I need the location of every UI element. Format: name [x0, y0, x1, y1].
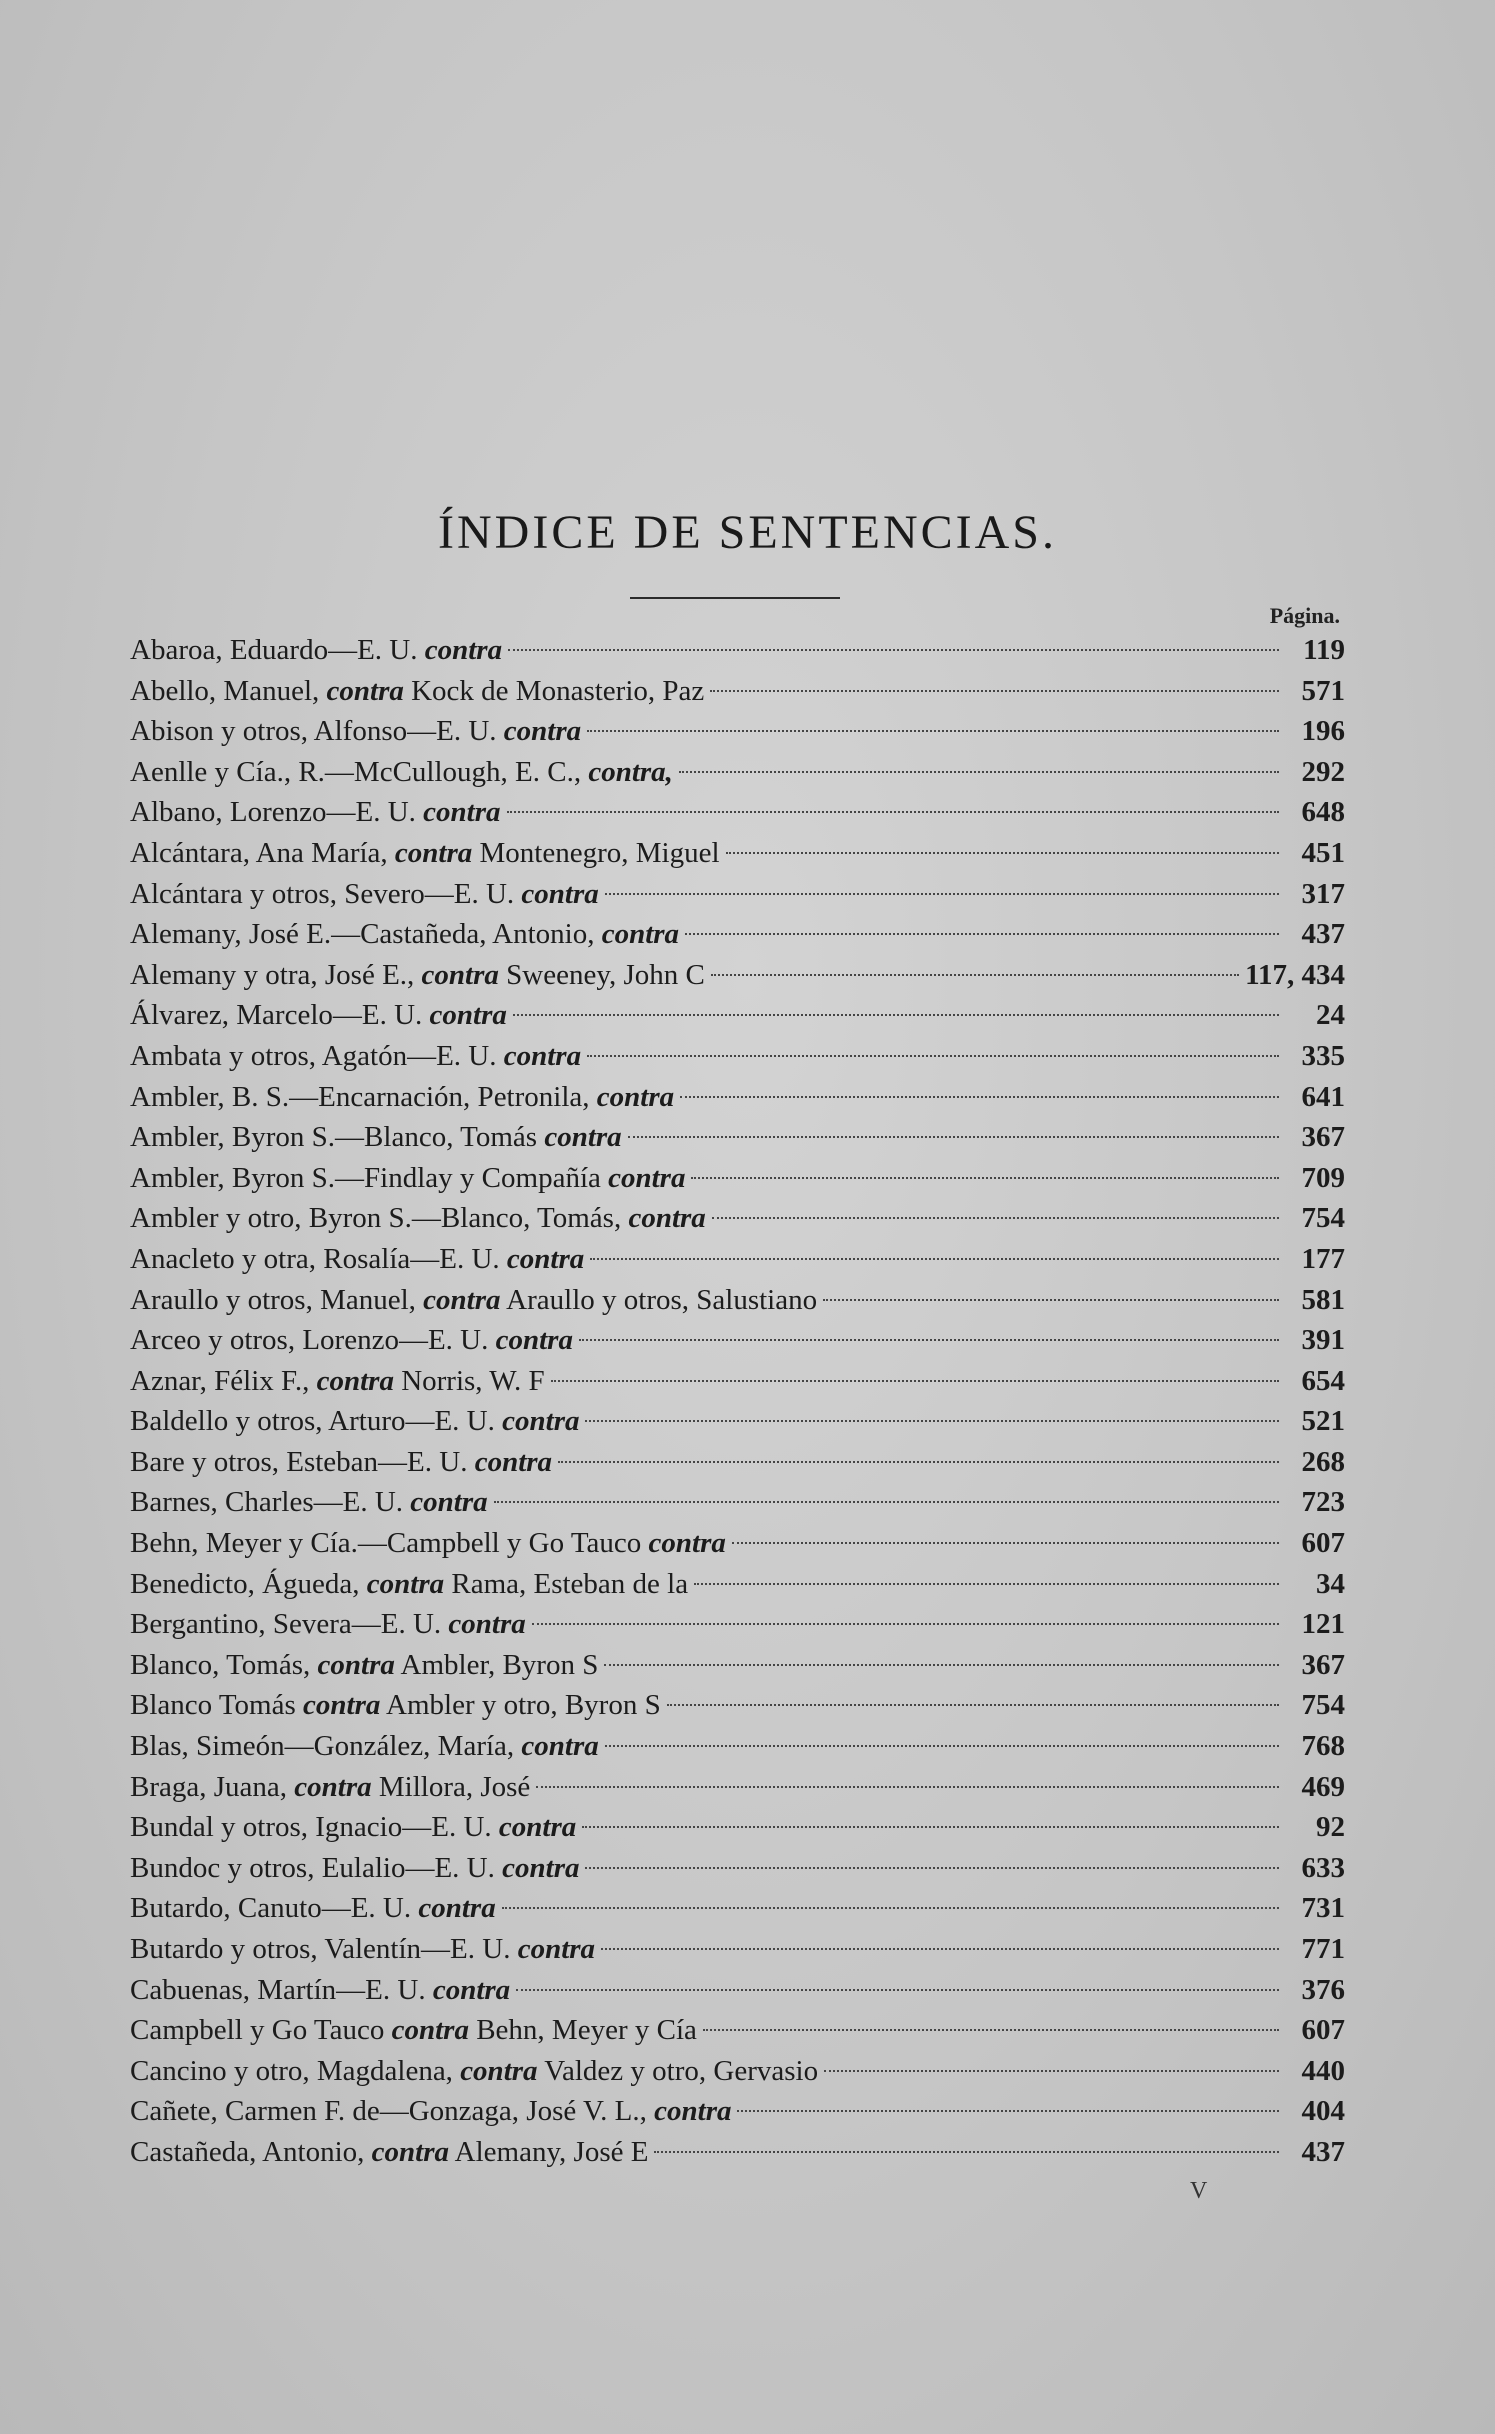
index-entry — [130, 1645, 1345, 1686]
dot-leader — [680, 1096, 1279, 1098]
dot-leader — [605, 1745, 1279, 1747]
index-entry — [130, 914, 1345, 955]
entry-opponent: Kock de Monasterio, Paz — [411, 674, 705, 707]
index-entry — [130, 2091, 1345, 2132]
index-entry — [130, 1482, 1345, 1523]
entry-page-number: 641 — [1301, 1080, 1345, 1113]
dot-leader — [711, 974, 1239, 976]
entry-opponent: Rama, Esteban de la — [451, 1567, 689, 1600]
entry-text — [130, 1158, 685, 1199]
dot-leader — [824, 2070, 1279, 2072]
entry-contra: contra — [366, 1567, 445, 1600]
index-entry — [130, 1036, 1345, 1077]
dot-leader — [667, 1704, 1279, 1706]
entry-name: Blas, Simeón—González, María, — [130, 1730, 515, 1763]
entry-page-number: 571 — [1301, 674, 1345, 707]
entry-page-number: 367 — [1301, 1648, 1345, 1681]
dot-leader — [737, 2110, 1279, 2112]
entry-opponent: Ambler, Byron S — [400, 1648, 599, 1681]
entry-name: Barnes, Charles—E. U. — [130, 1486, 404, 1519]
entry-opponent: Behn, Meyer y Cía — [476, 2014, 697, 2047]
entry-contra: contra — [502, 1405, 580, 1438]
entry-text — [130, 1361, 545, 1402]
entry-page-number: 440 — [1301, 2054, 1345, 2087]
entry-contra: contra — [316, 1364, 394, 1397]
entry-text — [130, 1726, 599, 1767]
entry-text — [130, 671, 704, 712]
entry-text — [130, 1645, 598, 1686]
entry-name: Campbell y Go Tauco — [130, 2014, 385, 2047]
dot-leader — [710, 690, 1279, 692]
index-entry — [130, 955, 1345, 996]
entry-page-number: 391 — [1301, 1324, 1345, 1357]
entry-page-number: 731 — [1301, 1892, 1345, 1925]
entry-name: Alemany y otra, José E., — [130, 958, 415, 991]
entry-name: Albano, Lorenzo—E. U. — [130, 796, 416, 829]
entry-name: Ambler, B. S.—Encarnación, Petronila, — [130, 1080, 590, 1113]
dot-leader — [551, 1380, 1279, 1382]
dot-leader — [587, 730, 1279, 732]
entry-text — [130, 955, 705, 996]
index-entry — [130, 995, 1345, 1036]
dot-leader — [694, 1583, 1279, 1585]
entry-contra: contra — [326, 674, 404, 707]
entry-name: Behn, Meyer y Cía.—Campbell y Go Tauco — [130, 1527, 642, 1560]
index-entry — [130, 1564, 1345, 1605]
entry-page-number: 92 — [1316, 1811, 1345, 1844]
index-entry — [130, 2010, 1345, 2051]
index-entry — [130, 792, 1345, 833]
index-entry — [130, 1280, 1345, 1321]
title-rule — [630, 597, 840, 599]
index-entry — [130, 1848, 1345, 1889]
entry-text — [130, 1036, 581, 1077]
entry-text — [130, 1848, 579, 1889]
entry-name: Ambata y otros, Agatón—E. U. — [130, 1039, 497, 1072]
entry-name: Araullo y otros, Manuel, — [130, 1283, 416, 1316]
index-entry — [130, 874, 1345, 915]
index-entry — [130, 1807, 1345, 1848]
entry-name: Abaroa, Eduardo—E. U. — [130, 634, 418, 666]
entry-page-number: 768 — [1301, 1730, 1345, 1763]
index-entry — [130, 1077, 1345, 1118]
entry-contra: contra — [460, 2054, 538, 2087]
entry-contra: contra — [654, 2095, 732, 2128]
dot-leader — [691, 1177, 1279, 1179]
entry-page-number: 24 — [1316, 999, 1345, 1032]
entry-name: Bare y otros, Esteban—E. U. — [130, 1445, 468, 1478]
index-entry — [130, 1685, 1345, 1726]
dot-leader — [590, 1258, 1279, 1260]
entry-text — [130, 914, 679, 955]
entry-contra: contra — [429, 999, 507, 1032]
entry-text — [130, 1239, 584, 1280]
entry-contra: contra — [317, 1648, 395, 1681]
dot-leader — [532, 1623, 1279, 1625]
index-entry — [130, 2132, 1345, 2173]
entry-page-number: 268 — [1301, 1445, 1345, 1478]
entry-contra: contra — [448, 1608, 526, 1641]
dot-leader — [508, 649, 1279, 651]
entry-contra: contra — [394, 836, 473, 869]
index-entry — [130, 671, 1345, 712]
dot-leader — [823, 1299, 1279, 1301]
entry-contra: contra — [421, 958, 499, 991]
entry-name: Arceo y otros, Lorenzo—E. U. — [130, 1324, 489, 1357]
entry-contra: contra — [474, 1445, 553, 1478]
entry-contra: contra — [391, 2014, 469, 2047]
entry-name: Álvarez, Marcelo—E. U. — [130, 999, 423, 1032]
entry-text — [130, 995, 507, 1036]
index-entry — [130, 1442, 1345, 1483]
entry-contra: contra — [596, 1080, 675, 1113]
entry-page-number: 437 — [1301, 2135, 1345, 2168]
entry-contra: contra — [502, 1851, 580, 1884]
entry-contra: contra, — [588, 755, 673, 788]
entry-contra: contra — [432, 1973, 511, 2006]
index-entry — [130, 1888, 1345, 1929]
entry-page-number: 771 — [1301, 1933, 1345, 1965]
entry-name: Cañete, Carmen F. de—Gonzaga, José V. L., — [130, 2095, 647, 2128]
index-entries — [130, 630, 1345, 2173]
page-column-header: Página. — [1269, 603, 1340, 628]
entry-text — [130, 1320, 573, 1361]
entry-page-number: 723 — [1301, 1486, 1345, 1519]
entry-opponent: Araullo y otros, Salustiano — [506, 1283, 818, 1316]
dot-leader — [585, 1420, 1279, 1422]
entry-name: Cabuenas, Martín—E. U. — [130, 1973, 426, 2006]
entry-contra: contra — [418, 1892, 496, 1925]
index-entry — [130, 1320, 1345, 1361]
entry-contra: contra — [506, 1242, 585, 1275]
entry-page-number: 404 — [1301, 2095, 1345, 2128]
entry-name: Ambler, Byron S.—Findlay y Compañía — [130, 1161, 601, 1194]
entry-name: Aenlle y Cía., R.—McCullough, E. C., — [130, 755, 582, 788]
index-entry — [130, 752, 1345, 793]
entry-page-number: 121 — [1301, 1608, 1345, 1641]
entry-page-number: 292 — [1301, 755, 1345, 788]
entry-text — [130, 1401, 579, 1442]
dot-leader — [513, 1014, 1279, 1016]
entry-opponent: Sweeney, John C — [506, 958, 705, 991]
dot-leader — [703, 2029, 1279, 2031]
entry-text — [130, 1280, 817, 1321]
entry-page-number: 367 — [1301, 1121, 1345, 1154]
dot-leader — [605, 893, 1279, 895]
entry-contra: contra — [423, 796, 501, 829]
entry-page-number: 376 — [1301, 1973, 1345, 2006]
entry-contra: contra — [503, 715, 582, 748]
entry-page-number: 521 — [1301, 1405, 1345, 1438]
index-entry — [130, 2051, 1345, 2092]
dot-leader — [604, 1664, 1279, 1666]
entry-text — [130, 792, 501, 833]
entry-name: Butardo, Canuto—E. U. — [130, 1892, 412, 1925]
entry-text — [130, 1685, 661, 1726]
dot-leader — [516, 1989, 1279, 1991]
entry-contra: contra — [303, 1689, 381, 1722]
dot-leader — [494, 1501, 1279, 1503]
index-entry — [130, 1239, 1345, 1280]
entry-name: Alemany, José E.—Castañeda, Antonio, — [130, 918, 595, 951]
entry-text — [130, 630, 502, 671]
entry-text — [130, 833, 720, 874]
entry-page-number: 648 — [1301, 796, 1345, 829]
dot-leader — [726, 852, 1279, 854]
index-entry — [130, 833, 1345, 874]
index-entry — [130, 1117, 1345, 1158]
entry-page-number: 196 — [1301, 715, 1345, 748]
entry-name: Ambler, Byron S.—Blanco, Tomás — [130, 1121, 538, 1154]
entry-name: Abello, Manuel, — [130, 674, 320, 707]
entry-contra: contra — [424, 634, 503, 666]
entry-text — [130, 1523, 726, 1564]
entry-page-number: 177 — [1301, 1242, 1345, 1275]
entry-text — [130, 1929, 595, 1970]
entry-text — [130, 1604, 526, 1645]
entry-page-number: 754 — [1301, 1689, 1345, 1722]
entry-page-number: 581 — [1301, 1283, 1345, 1316]
index-entry — [130, 1523, 1345, 1564]
entry-contra: contra — [521, 877, 599, 910]
entry-name: Alcántara y otros, Severo—E. U. — [130, 877, 515, 910]
entry-name: Butardo y otros, Valentín—E. U. — [130, 1933, 511, 1965]
dot-leader — [536, 1786, 1279, 1788]
entry-contra: contra — [503, 1039, 582, 1072]
dot-leader — [601, 1948, 1279, 1950]
entry-contra: contra — [517, 1933, 596, 1965]
entry-page-number: 119 — [1303, 634, 1345, 666]
entry-name: Alcántara, Ana María, — [130, 836, 388, 869]
dot-leader — [685, 933, 1279, 935]
entry-page-number: 754 — [1301, 1202, 1345, 1235]
entry-text — [130, 711, 581, 752]
entry-name: Benedicto, Águeda, — [130, 1567, 360, 1600]
index-entry — [130, 711, 1345, 752]
entry-name: Aznar, Félix F., — [130, 1364, 310, 1397]
dot-leader — [558, 1461, 1279, 1463]
entry-contra: contra — [648, 1527, 726, 1560]
entry-name: Anacleto y otra, Rosalía—E. U. — [130, 1242, 500, 1275]
entry-name: Braga, Juana, — [130, 1770, 288, 1803]
index-entry — [130, 1929, 1345, 1970]
entry-text — [130, 1767, 530, 1808]
entry-name: Blanco Tomás — [130, 1689, 296, 1722]
entry-text — [130, 2091, 731, 2132]
dot-leader — [507, 811, 1280, 813]
entry-contra: contra — [371, 2135, 449, 2168]
entry-page-number: 709 — [1301, 1161, 1345, 1194]
entry-text — [130, 1198, 706, 1239]
index-entry — [130, 630, 1345, 671]
entry-page-number: 34 — [1316, 1567, 1345, 1600]
entry-text — [130, 752, 673, 793]
entry-contra: contra — [544, 1121, 622, 1154]
entry-text — [130, 1117, 622, 1158]
entry-text — [130, 1970, 510, 2011]
entry-name: Abison y otros, Alfonso—E. U. — [130, 715, 497, 748]
index-entry — [130, 1726, 1345, 1767]
entry-text — [130, 1482, 488, 1523]
dot-leader — [628, 1136, 1279, 1138]
entry-contra: contra — [294, 1770, 372, 1803]
entry-page-number: 317 — [1301, 877, 1345, 910]
index-entry — [130, 1158, 1345, 1199]
entry-name: Bundoc y otros, Eulalio—E. U. — [130, 1851, 495, 1884]
entry-contra: contra — [521, 1730, 599, 1763]
index-entry — [130, 1401, 1345, 1442]
entry-text — [130, 2132, 648, 2173]
entry-text — [130, 1807, 576, 1848]
entry-contra: contra — [608, 1161, 686, 1194]
entry-text — [130, 874, 599, 915]
folio-number: V — [1190, 2178, 1208, 2204]
dot-leader — [502, 1907, 1279, 1909]
entry-page-number: 117, 434 — [1245, 958, 1345, 991]
entry-page-number: 469 — [1301, 1770, 1345, 1803]
dot-leader — [579, 1339, 1279, 1341]
entry-opponent: Valdez y otro, Gervasio — [544, 2054, 819, 2087]
dot-leader — [732, 1542, 1279, 1544]
entry-contra: contra — [495, 1324, 573, 1357]
dot-leader — [582, 1826, 1279, 1828]
entry-name: Blanco, Tomás, — [130, 1648, 311, 1681]
entry-text — [130, 1564, 688, 1605]
page-title: ÍNDICE DE SENTENCIAS. — [438, 506, 1057, 559]
entry-contra: contra — [498, 1811, 577, 1844]
entry-opponent: Millora, José — [378, 1770, 531, 1803]
dot-leader — [587, 1055, 1279, 1057]
index-entry — [130, 1198, 1345, 1239]
entry-page-number: 335 — [1301, 1039, 1345, 1072]
index-entry — [130, 1767, 1345, 1808]
entry-page-number: 437 — [1301, 918, 1345, 951]
dot-leader — [712, 1217, 1279, 1219]
entry-contra: contra — [628, 1202, 706, 1235]
entry-name: Bundal y otros, Ignacio—E. U. — [130, 1811, 492, 1844]
index-entry — [130, 1604, 1345, 1645]
entry-name: Ambler y otro, Byron S.—Blanco, Tomás, — [130, 1202, 622, 1235]
entry-page-number: 607 — [1301, 1527, 1345, 1560]
entry-text — [130, 2010, 697, 2051]
dot-leader — [585, 1867, 1279, 1869]
entry-page-number: 451 — [1301, 836, 1345, 869]
entry-text — [130, 1442, 552, 1483]
entry-page-number: 633 — [1301, 1851, 1345, 1884]
dot-leader — [654, 2151, 1279, 2153]
index-entry — [130, 1970, 1345, 2011]
entry-page-number: 607 — [1301, 2014, 1345, 2047]
dot-leader — [679, 771, 1279, 773]
entry-opponent: Alemany, José E — [454, 2135, 649, 2168]
entry-name: Bergantino, Severa—E. U. — [130, 1608, 442, 1641]
index-entry — [130, 1361, 1345, 1402]
entry-opponent: Ambler y otro, Byron S — [386, 1689, 661, 1722]
entry-name: Cancino y otro, Magdalena, — [130, 2054, 453, 2087]
entry-contra: contra — [601, 918, 680, 951]
entry-page-number: 654 — [1301, 1364, 1345, 1397]
entry-name: Castañeda, Antonio, — [130, 2135, 365, 2168]
entry-opponent: Montenegro, Miguel — [479, 836, 720, 869]
entry-opponent: Norris, W. F — [401, 1364, 545, 1397]
entry-text — [130, 1888, 496, 1929]
entry-text — [130, 1077, 674, 1118]
entry-name: Baldello y otros, Arturo—E. U. — [130, 1405, 495, 1438]
entry-contra: contra — [410, 1486, 488, 1519]
entry-text — [130, 2051, 818, 2092]
entry-contra: contra — [423, 1283, 501, 1316]
